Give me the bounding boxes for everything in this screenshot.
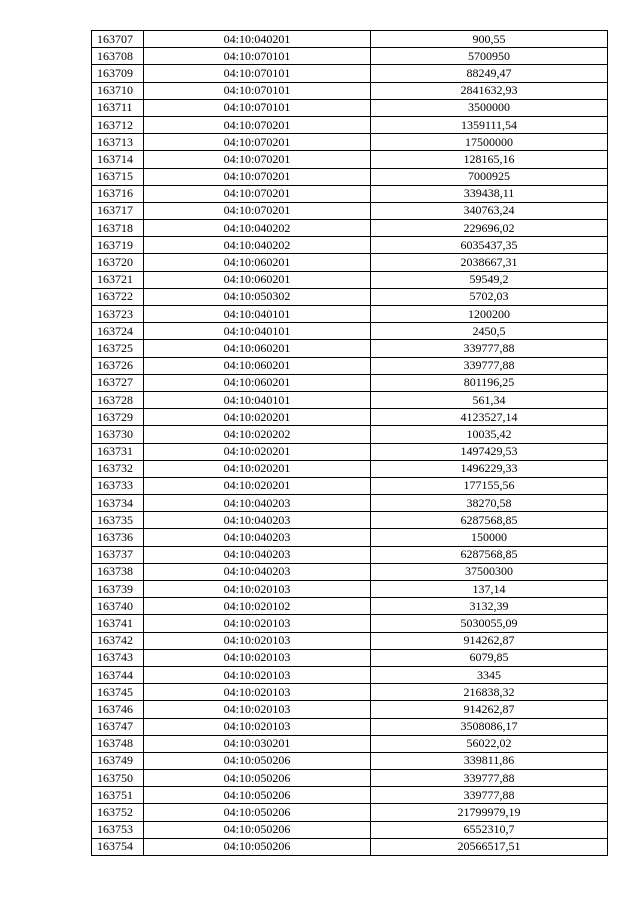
amount-cell: 6035437,35 [371, 237, 608, 254]
table-row [92, 529, 608, 546]
cadastral-code-cell: 04:10:070101 [144, 82, 371, 99]
table-row [92, 770, 608, 787]
amount-cell: 6287568,85 [371, 512, 608, 529]
row-id-cell: 163749 [92, 752, 144, 769]
cadastral-code-cell: 04:10:040101 [144, 306, 371, 323]
table-row [92, 65, 608, 82]
cadastral-code-cell: 04:10:030201 [144, 735, 371, 752]
cadastral-code-cell: 04:10:020201 [144, 477, 371, 494]
cadastral-code-cell: 04:10:020103 [144, 615, 371, 632]
amount-cell: 339777,88 [371, 787, 608, 804]
amount-cell: 6552310,7 [371, 821, 608, 838]
table-row [92, 116, 608, 133]
table-row [92, 787, 608, 804]
row-id-cell: 163727 [92, 374, 144, 391]
amount-cell: 339438,11 [371, 185, 608, 202]
cadastral-code-cell: 04:10:020103 [144, 632, 371, 649]
row-id-cell: 163723 [92, 306, 144, 323]
amount-cell: 2038667,31 [371, 254, 608, 271]
cadastral-code-cell: 04:10:020201 [144, 409, 371, 426]
amount-cell: 339811,86 [371, 752, 608, 769]
row-id-cell: 163731 [92, 443, 144, 460]
amount-cell: 56022,02 [371, 735, 608, 752]
cadastral-code-cell: 04:10:070201 [144, 116, 371, 133]
row-id-cell: 163720 [92, 254, 144, 271]
cadastral-code-cell: 04:10:070101 [144, 99, 371, 116]
table-row [92, 615, 608, 632]
table-row [92, 666, 608, 683]
row-id-cell: 163721 [92, 271, 144, 288]
table-row [92, 82, 608, 99]
row-id-cell: 163750 [92, 770, 144, 787]
cadastral-code-cell: 04:10:060201 [144, 357, 371, 374]
amount-cell: 801196,25 [371, 374, 608, 391]
amount-cell: 216838,32 [371, 684, 608, 701]
cadastral-code-cell: 04:10:020201 [144, 443, 371, 460]
cadastral-code-cell: 04:10:070201 [144, 151, 371, 168]
row-id-cell: 163712 [92, 116, 144, 133]
row-id-cell: 163737 [92, 546, 144, 563]
amount-cell: 561,34 [371, 391, 608, 408]
row-id-cell: 163752 [92, 804, 144, 821]
cadastral-code-cell: 04:10:020103 [144, 649, 371, 666]
row-id-cell: 163738 [92, 563, 144, 580]
table-row [92, 323, 608, 340]
row-id-cell: 163744 [92, 666, 144, 683]
table-row [92, 495, 608, 512]
amount-cell: 914262,87 [371, 632, 608, 649]
cadastral-code-cell: 04:10:060201 [144, 340, 371, 357]
row-id-cell: 163748 [92, 735, 144, 752]
cadastral-code-cell: 04:10:040101 [144, 391, 371, 408]
table-row [92, 99, 608, 116]
cadastral-code-cell: 04:10:040203 [144, 529, 371, 546]
table-row [92, 340, 608, 357]
table-row [92, 752, 608, 769]
cadastral-code-cell: 04:10:020201 [144, 460, 371, 477]
amount-cell: 339777,88 [371, 770, 608, 787]
cadastral-code-cell: 04:10:020102 [144, 598, 371, 615]
amount-cell: 2841632,93 [371, 82, 608, 99]
cadastral-code-cell: 04:10:070201 [144, 134, 371, 151]
amount-cell: 5030055,09 [371, 615, 608, 632]
table-row [92, 202, 608, 219]
table-row [92, 288, 608, 305]
table-row [92, 649, 608, 666]
row-id-cell: 163745 [92, 684, 144, 701]
cadastral-code-cell: 04:10:040203 [144, 546, 371, 563]
amount-cell: 6287568,85 [371, 546, 608, 563]
row-id-cell: 163707 [92, 31, 144, 48]
cadastral-code-cell: 04:10:060201 [144, 254, 371, 271]
amount-cell: 6079,85 [371, 649, 608, 666]
amount-cell: 59549,2 [371, 271, 608, 288]
table-row [92, 718, 608, 735]
row-id-cell: 163747 [92, 718, 144, 735]
row-id-cell: 163736 [92, 529, 144, 546]
cadastral-code-cell: 04:10:020202 [144, 426, 371, 443]
table-row [92, 426, 608, 443]
row-id-cell: 163711 [92, 99, 144, 116]
row-id-cell: 163728 [92, 391, 144, 408]
table-row [92, 598, 608, 615]
row-id-cell: 163716 [92, 185, 144, 202]
cadastral-code-cell: 04:10:060201 [144, 374, 371, 391]
row-id-cell: 163709 [92, 65, 144, 82]
cadastral-code-cell: 04:10:050206 [144, 787, 371, 804]
table-row [92, 838, 608, 855]
row-id-cell: 163713 [92, 134, 144, 151]
table-row [92, 821, 608, 838]
row-id-cell: 163754 [92, 838, 144, 855]
amount-cell: 229696,02 [371, 220, 608, 237]
amount-cell: 914262,87 [371, 701, 608, 718]
row-id-cell: 163715 [92, 168, 144, 185]
cadastral-code-cell: 04:10:040101 [144, 323, 371, 340]
table-row [92, 581, 608, 598]
cadastral-code-cell: 04:10:070101 [144, 48, 371, 65]
amount-cell: 150000 [371, 529, 608, 546]
row-id-cell: 163743 [92, 649, 144, 666]
data-table [91, 30, 608, 856]
amount-cell: 177155,56 [371, 477, 608, 494]
row-id-cell: 163714 [92, 151, 144, 168]
amount-cell: 3132,39 [371, 598, 608, 615]
row-id-cell: 163734 [92, 495, 144, 512]
amount-cell: 3345 [371, 666, 608, 683]
amount-cell: 3500000 [371, 99, 608, 116]
table-row [92, 409, 608, 426]
row-id-cell: 163717 [92, 202, 144, 219]
cadastral-code-cell: 04:10:020103 [144, 718, 371, 735]
row-id-cell: 163751 [92, 787, 144, 804]
row-id-cell: 163732 [92, 460, 144, 477]
cadastral-code-cell: 04:10:050206 [144, 770, 371, 787]
cadastral-code-cell: 04:10:040203 [144, 512, 371, 529]
cadastral-code-cell: 04:10:070201 [144, 185, 371, 202]
table-row [92, 735, 608, 752]
row-id-cell: 163718 [92, 220, 144, 237]
table-row [92, 168, 608, 185]
row-id-cell: 163724 [92, 323, 144, 340]
table-row [92, 134, 608, 151]
table-row [92, 271, 608, 288]
row-id-cell: 163729 [92, 409, 144, 426]
cadastral-code-cell: 04:10:040203 [144, 495, 371, 512]
table-row [92, 477, 608, 494]
table-row [92, 563, 608, 580]
table-row [92, 632, 608, 649]
row-id-cell: 163726 [92, 357, 144, 374]
amount-cell: 1496229,33 [371, 460, 608, 477]
cadastral-code-cell: 04:10:020103 [144, 666, 371, 683]
amount-cell: 5700950 [371, 48, 608, 65]
cadastral-code-cell: 04:10:050206 [144, 838, 371, 855]
row-id-cell: 163735 [92, 512, 144, 529]
amount-cell: 340763,24 [371, 202, 608, 219]
amount-cell: 128165,16 [371, 151, 608, 168]
cadastral-code-cell: 04:10:040202 [144, 237, 371, 254]
row-id-cell: 163730 [92, 426, 144, 443]
table-row [92, 254, 608, 271]
cadastral-code-cell: 04:10:070101 [144, 65, 371, 82]
row-id-cell: 163719 [92, 237, 144, 254]
table-row [92, 391, 608, 408]
table-row [92, 357, 608, 374]
table-row [92, 374, 608, 391]
row-id-cell: 163725 [92, 340, 144, 357]
cadastral-code-cell: 04:10:050206 [144, 821, 371, 838]
table-row [92, 804, 608, 821]
cadastral-code-cell: 04:10:050302 [144, 288, 371, 305]
table-row [92, 31, 608, 48]
amount-cell: 137,14 [371, 581, 608, 598]
table-row [92, 512, 608, 529]
table-row [92, 546, 608, 563]
row-id-cell: 163708 [92, 48, 144, 65]
cadastral-code-cell: 04:10:020103 [144, 701, 371, 718]
table-row [92, 237, 608, 254]
row-id-cell: 163722 [92, 288, 144, 305]
cadastral-code-cell: 04:10:020103 [144, 581, 371, 598]
amount-cell: 20566517,51 [371, 838, 608, 855]
table-row [92, 443, 608, 460]
row-id-cell: 163741 [92, 615, 144, 632]
row-id-cell: 163739 [92, 581, 144, 598]
cadastral-code-cell: 04:10:070201 [144, 168, 371, 185]
row-id-cell: 163753 [92, 821, 144, 838]
amount-cell: 2450,5 [371, 323, 608, 340]
table-row [92, 460, 608, 477]
amount-cell: 88249,47 [371, 65, 608, 82]
amount-cell: 21799979,19 [371, 804, 608, 821]
amount-cell: 38270,58 [371, 495, 608, 512]
table-row [92, 151, 608, 168]
cadastral-code-cell: 04:10:060201 [144, 271, 371, 288]
cadastral-code-cell: 04:10:050206 [144, 804, 371, 821]
cadastral-code-cell: 04:10:020103 [144, 684, 371, 701]
cadastral-code-cell: 04:10:040202 [144, 220, 371, 237]
amount-cell: 37500300 [371, 563, 608, 580]
table-row [92, 220, 608, 237]
row-id-cell: 163740 [92, 598, 144, 615]
amount-cell: 3508086,17 [371, 718, 608, 735]
amount-cell: 7000925 [371, 168, 608, 185]
amount-cell: 5702,03 [371, 288, 608, 305]
amount-cell: 10035,42 [371, 426, 608, 443]
row-id-cell: 163746 [92, 701, 144, 718]
amount-cell: 4123527,14 [371, 409, 608, 426]
amount-cell: 1200200 [371, 306, 608, 323]
table-row [92, 48, 608, 65]
row-id-cell: 163742 [92, 632, 144, 649]
amount-cell: 1359111,54 [371, 116, 608, 133]
amount-cell: 339777,88 [371, 357, 608, 374]
row-id-cell: 163710 [92, 82, 144, 99]
table-body [92, 31, 608, 856]
amount-cell: 17500000 [371, 134, 608, 151]
amount-cell: 339777,88 [371, 340, 608, 357]
amount-cell: 1497429,53 [371, 443, 608, 460]
row-id-cell: 163733 [92, 477, 144, 494]
cadastral-code-cell: 04:10:040203 [144, 563, 371, 580]
table-row [92, 701, 608, 718]
cadastral-code-cell: 04:10:040201 [144, 31, 371, 48]
table-row [92, 684, 608, 701]
cadastral-code-cell: 04:10:050206 [144, 752, 371, 769]
table-row [92, 185, 608, 202]
amount-cell: 900,55 [371, 31, 608, 48]
table-row [92, 306, 608, 323]
cadastral-code-cell: 04:10:070201 [144, 202, 371, 219]
